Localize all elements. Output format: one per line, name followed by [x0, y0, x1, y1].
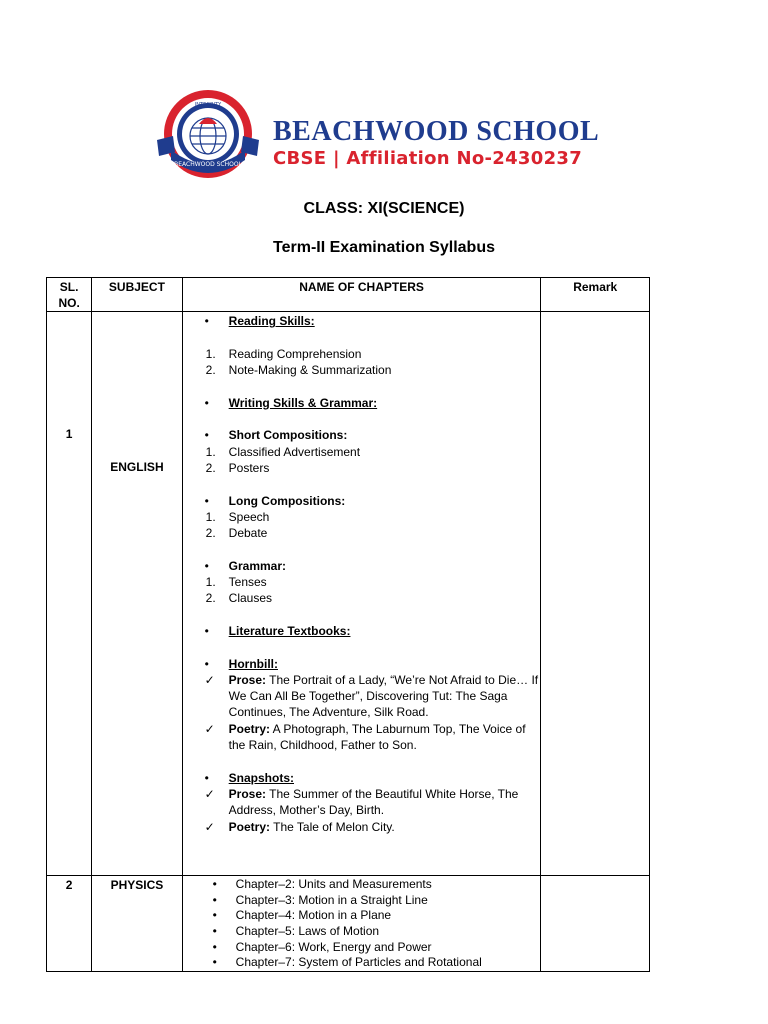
table-row	[47, 312, 650, 876]
table-row	[47, 876, 650, 972]
header-sl-no: SL. NO.	[47, 278, 92, 312]
svg-text:BEACHWOOD SCHOOL: BEACHWOOD SCHOOL	[174, 161, 242, 168]
sl-cell: 1	[47, 312, 92, 876]
class-title: CLASS: XI(SCIENCE)	[303, 200, 465, 217]
header-remark: Remark	[541, 278, 650, 312]
chapters-cell: • Chapter–2: Units and Measurements • Chapter–3: Motion in a Straight Line • Chapter–4: Motion in a Plane • Chapter–5: Laws of Motion • Chapter–6: Work, Energy and Power • Chapter–7: System of Particles and Rotational	[182, 876, 541, 972]
table-header-row	[47, 278, 650, 312]
checkmark-icon: ✓	[204, 721, 215, 736]
sl-cell: 2	[47, 876, 92, 972]
header-subject: SUBJECT	[92, 278, 182, 312]
checkmark-icon: ✓	[204, 819, 215, 834]
header-chapters: NAME OF CHAPTERS	[182, 278, 541, 312]
remark-cell	[541, 876, 650, 972]
syllabus-table	[46, 277, 650, 972]
svg-text:INTEGRITY: INTEGRITY	[194, 102, 222, 108]
remark-cell	[541, 312, 650, 876]
school-logo	[155, 88, 625, 183]
school-name: BEACHWOOD SCHOOL	[273, 116, 600, 147]
subject-cell: ENGLISH	[92, 312, 182, 876]
affiliation-number: CBSE | Affiliation No-2430237	[273, 148, 583, 169]
school-seal-icon	[155, 88, 265, 183]
checkmark-icon: ✓	[204, 786, 215, 801]
term-title: Term-II Examination Syllabus	[273, 239, 495, 256]
subject-cell: PHYSICS	[92, 876, 182, 972]
chapters-cell: • Reading Skills: 1. Reading Comprehension 2. Note-Making & Summarization • Writing Skills & Grammar: • Short Compositions: 1. Classified Advertisement 2. Posters • Long Compositions: 1. Speech 2. Debate • Grammar: 1. Tenses 2. Clauses • Literature Textbooks: • Hornbill: ✓ Prose: The Portrait of a Lady, “We’re Not Afraid to Die… If We Can All Be Together”, Discovering Tut: The Saga Continues, The Adventure, Silk Road. ✓ Poetry: A Photograph, The Laburnum Top, The Voice of the Rain, Childhood, Father to Son. • Snapshots: ✓ Prose: The Summer of the Beautiful White Horse, The Address, Mother’s Day, Birth. ✓ Poetry: The Tale of Melon City.	[182, 312, 541, 876]
checkmark-icon: ✓	[204, 672, 215, 687]
